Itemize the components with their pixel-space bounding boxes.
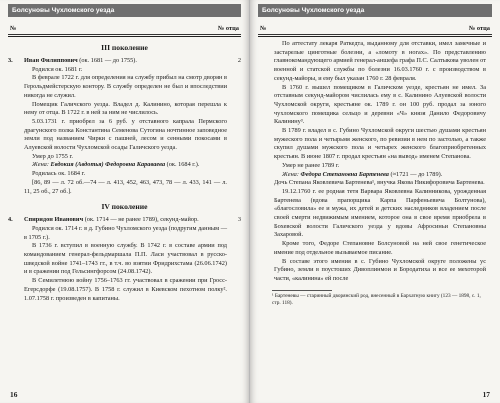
person-dates: (ок. 1681 — до 1755). (77, 57, 137, 64)
spouse-line (24, 161, 227, 170)
entry-number: 3. (8, 57, 13, 64)
footnote-rule (272, 290, 332, 291)
generation-heading: III поколение (101, 43, 148, 52)
col-number: № (260, 25, 267, 32)
person-name: Спиридон Иванович (24, 216, 84, 224)
entry-paragraph: Умер до 1755 г. (32, 152, 73, 160)
entry-paragraph: Умер не ранее 1789 г. (282, 161, 340, 169)
spouse-dates: (≈1721 — до 1789). (388, 170, 443, 178)
divider (8, 36, 241, 37)
spouse-name: Евдокия (Авдотья) Федоровна Караваева (50, 161, 166, 169)
divider (8, 34, 241, 35)
col-father-number: № отца (217, 25, 239, 32)
entry-paragraph: Родился ок. 1681 г. (32, 65, 83, 73)
spouse-label: Жена: (282, 170, 301, 178)
footnote: ¹ Бартеневы — старинный дворянский род, внесенный в Бархатную книгу (123 — 1898, с. 1, стр. 118). (272, 292, 481, 306)
father-ref: 3 (237, 216, 241, 224)
person-name: Иван Филиппович (24, 57, 78, 64)
running-head: Болсуновы Чухломского уезда (8, 4, 241, 17)
divider (258, 34, 492, 35)
column-headers (8, 25, 241, 32)
spouse-dates: (ок. 1684 г.). (165, 161, 200, 169)
entry-paragraph: Родился ок. 1714 г. в д. Губино Чухломского уезда (подругим данным — в 1705 г.). (24, 224, 227, 241)
entry-paragraph: В 1789 г. владел в с. Губино Чухломской округи шестью душами крестьян мужеского пола и четырьмя женского, по ревизии в нем по застолью, а также скупил душами мужского пола и четырех женского благоприобретенных крестьян. В июне 1807 г. продал крестьян «на вывод» именем Степанова. (274, 127, 486, 161)
entry-paragraph: В Семилетнюю войну 1756–1763 гг. участвовал в сражении при Гросс-Егерсдорфе (19.08.1757). В 1758 г. служил в Киевском пехотном полку². 1.07.1758 г. произведен в капитаны. (24, 277, 227, 302)
genealogy-entry (8, 57, 241, 196)
entry-paragraph: 19.12.1760 г. ее родная тетя Варвара Яковлевна Калинникова, урожденная Бартенева (вдова прапорщика Карпа Парфеньевича Болтунова), «благословила» ее и мужа, их детей и детских наследников владением после своей смерти недвижимым имением, которое она в свое время приобрела в Бохевской волости Галичского уезда у вдовы Афросиньи Степановны Захаровой. (274, 187, 486, 239)
person-dates: (ок. 1714 — не ранее 1789), секунд-майор. (83, 216, 199, 224)
spouse-name: Федора Степановна Бартенева (300, 170, 389, 178)
col-father-number: № отца (468, 25, 490, 32)
right-page (250, 0, 500, 403)
genealogy-entry (8, 216, 241, 303)
entry-paragraph: Кроме того, Федоре Степановне Болсуновой на ней свое генетическое имение под отдельное вызываемое писание. (274, 240, 486, 256)
spouse-label: Жена: (32, 161, 51, 169)
page-number: 17 (482, 390, 490, 399)
entry-paragraph: В составе этого имения в с. Губино Чухломской округе положены ус Губино, земли в поустоших Дивоплинмои и Бородатиха и все ее мехоторой части, «калинина» ей после (274, 257, 486, 282)
entry-paragraph: Родилась ок. 1684 г. (32, 170, 86, 178)
spouse-parentage: Дочь Степана Яковлевича Бартенева¹, внучка Якова Никифоровича Бартенева. (274, 179, 485, 187)
spouse-line (274, 171, 486, 180)
entry-paragraph: Помещик Галичского уезда. Владел д. Калинино, которая перешла к нему от отца. В 1722 г. в ней за ним не числилось. (24, 100, 227, 117)
entry-paragraph: В 1760 г. вышел помещиком в Галичском уезде, крестьян не имел. За отставным секунд-майором числилась ему в с. Калинино Алуевской волости Чухломской округи, крестьяне ок. 1789 г. он 100 руб. продал за юного чухломского помещика сельцо и деревни «Ч» князя Данило Федоровичу Калинину³. (274, 83, 486, 126)
running-head: Болсуновы Чухломского уезда (258, 4, 492, 17)
entry-number: 4. (8, 216, 13, 224)
page-number: 16 (10, 390, 18, 399)
father-ref: 2 (237, 57, 241, 64)
sources: [86, 89 — л. 72 об.—74 — л. 413, 452, 463, 473, 78 — л. 433, 141 — л. 11, 25 об., 27 об.]. (24, 178, 227, 195)
col-number: № (10, 25, 17, 32)
entry-paragraph: По аттестату лекаря Раткедта, выданному для отставки, имел замечные и застарелые цинготные болезни, а «ломоту в ногах». По представлению главнокомандующего армией генерал-аншефа графа П.С. Салтыкова уволен от военной и статской службы по болезни 16.03.1760 г. с производством в секунд-майоры, и ему был указан 1760 г. 28 февраля. (274, 40, 486, 82)
entry-paragraph: 5.03.1731 г. приобрел за 6 руб. у отставного капрала Пермского драгунского полка Константина Семенова Сутогина ночтинное заповедное земли под названием Чирки с пашней, лесом и сенными покосами в Алуевской волости Чухломской осады Галичского уезда. (24, 117, 227, 152)
generation-heading: IV поколение (101, 202, 148, 212)
entry-paragraph: В 1736 г. вступил в военную службу. В 1742 г. в составе армии под командованием генерал-фельдмаршала П.П. Ласи участвовал в русско-шведской войне 1741–1743 гг., в т.ч. во взятии Фридрихстама (26.06.1742) и в сражении под Гельсингфорсом (24.08.1742). (24, 242, 227, 276)
entry-paragraph: В феврале 1722 г. для определения на службу прибыл на смотр дворян в Герольдмейстерскую контору. В службу определен не был и впоследствии никогда не служил. (24, 74, 227, 99)
entry-title (24, 216, 227, 225)
entry-title (24, 57, 227, 66)
column-headers (258, 25, 492, 32)
divider (258, 36, 492, 37)
